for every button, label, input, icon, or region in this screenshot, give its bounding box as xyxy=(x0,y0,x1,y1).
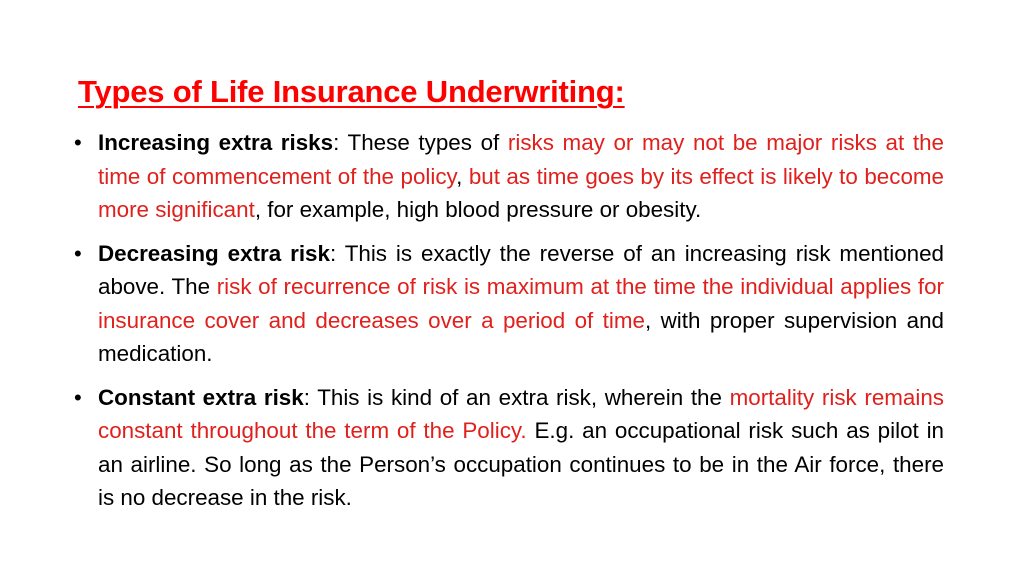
bullet-highlight: risk of recurrence of risk is maximum at the time the individual applies for insurance cover and decreases over a period of time xyxy=(98,274,944,333)
bullet-icon: • xyxy=(74,240,82,266)
bullet-item-constant-extra-risk xyxy=(74,381,944,515)
bullet-highlight: but as time goes by its effect is likely to become more significant xyxy=(98,163,944,222)
bullet-icon: • xyxy=(74,384,82,410)
bullet-text: , for example, high blood pressure or obesity. xyxy=(254,197,702,222)
bullet-item-decreasing-extra-risk xyxy=(74,237,944,371)
bullet-term: Constant extra risk xyxy=(98,384,304,410)
bullet-text: , xyxy=(456,163,469,189)
bullet-text: : These types of xyxy=(333,130,508,155)
bullet-text: : This is kind of an extra risk, wherein the xyxy=(303,384,730,410)
bullet-highlight: risks may or may not be major risks at the time of commencement of the policy xyxy=(98,130,944,189)
bullet-text: , with proper supervision and medication. xyxy=(98,307,944,366)
bullet-term: Decreasing extra risk xyxy=(98,240,330,266)
slide-title: Types of Life Insurance Underwriting: xyxy=(78,74,625,109)
bullet-text: : This is exactly the reverse of an increasing risk mentioned above. The xyxy=(98,240,944,299)
bullet-term: Increasing extra risks xyxy=(98,130,334,155)
bullet-item-increasing-extra-risks xyxy=(74,126,944,227)
bullet-highlight: mortality risk remains constant throughout the term of the Policy. xyxy=(98,384,945,443)
bullet-icon: • xyxy=(74,130,82,155)
bullet-text: E.g. an occupational risk such as pilot in an airline. So long as the Person’s occupation continues to be in the Air force, there is no decrease in the risk. xyxy=(98,418,944,510)
bullet-list xyxy=(74,126,944,525)
